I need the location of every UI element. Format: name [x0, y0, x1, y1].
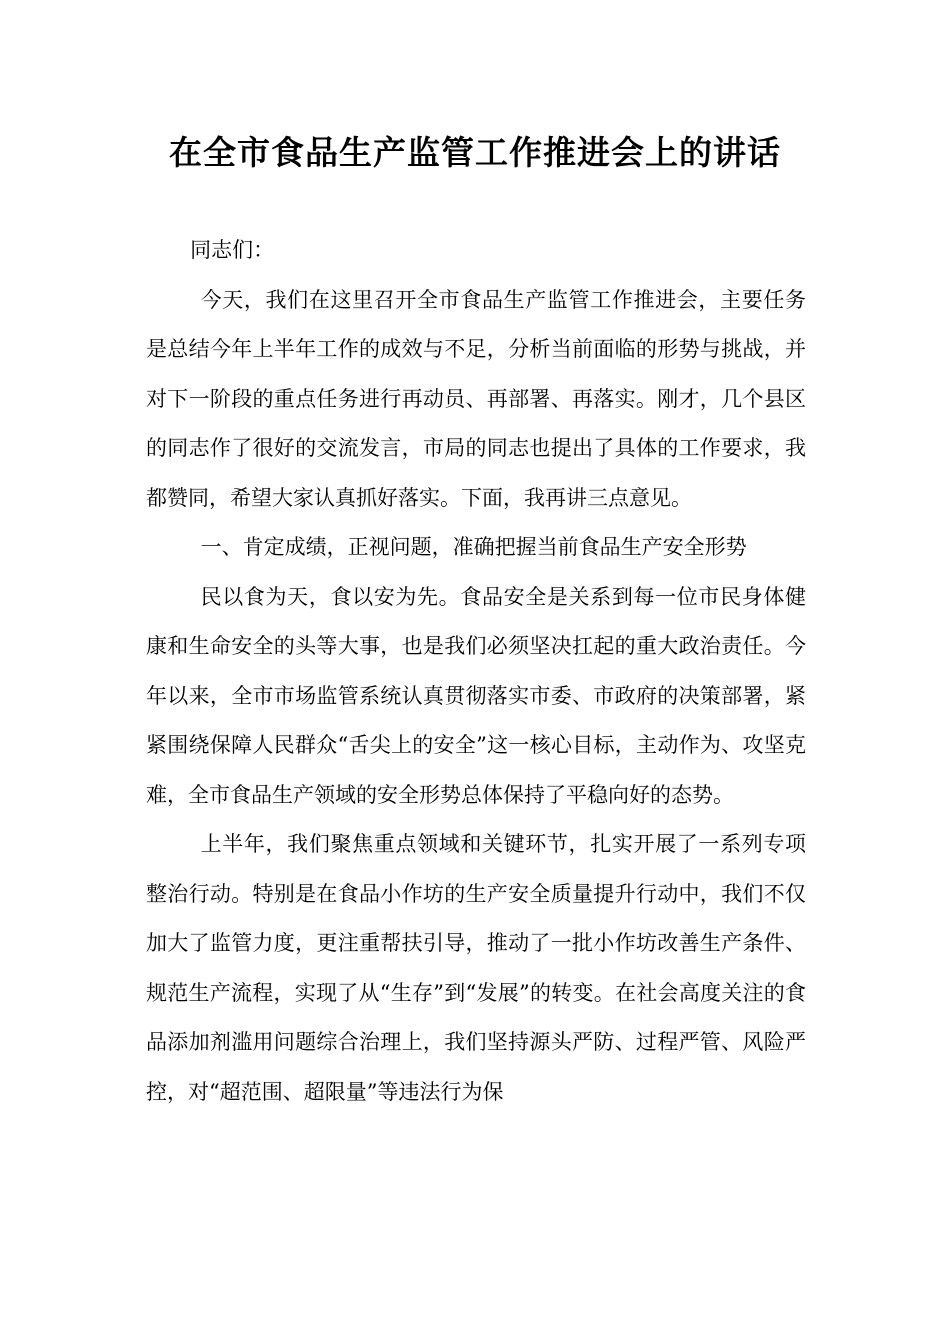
salutation: 同志们： [190, 238, 275, 262]
paragraph-food-safety: 民以食为天，食以安为先。食品安全是关系到每一位市民身体健康和生命安全的头等大事，也是我们必须坚决扛起的重大政治责任。今年以来，全市市场监管系统认真贯彻落实市委、市政府的决策部署，紧紧围绕保障人民群众“舌尖上的安全”这一核心目标，主动作为、攻坚克难，全市食品生产领域的安全形势总体保持了平稳向好的态势。 [146, 584, 806, 807]
section-heading-1: 一、肯定成绩，正视问题，准确把握当前食品生产安全形势 [200, 535, 747, 559]
document-body [146, 226, 806, 1117]
paragraph-opening: 今天，我们在这里召开全市食品生产监管工作推进会，主要任务是总结今年上半年工作的成效与不足，分析当前面临的形势与挑战，并对下一阶段的重点任务进行再动员、再部署、再落实。刚才，几个县区的同志作了很好的交流发言，市局的同志也提出了具体的工作要求，我都赞同，希望大家认真抓好落实。下面，我再讲三点意见。 [146, 287, 806, 510]
document-title: 在全市食品生产监管工作推进会上的讲话 [169, 133, 781, 172]
paragraph-first-half-year: 上半年，我们聚焦重点领域和关键环节，扎实开展了一系列专项整治行动。特别是在食品小作坊的生产安全质量提升行动中，我们不仅加大了监管力度，更注重帮扶引导，推动了一批小作坊改善生产条件、规范生产流程，实现了从“生存”到“发展”的转变。在社会高度关注的食品添加剂滥用问题综合治理上，我们坚持源头严防、过程严管、风险严控，对“超范围、超限量”等违法行为保 [146, 832, 806, 1104]
